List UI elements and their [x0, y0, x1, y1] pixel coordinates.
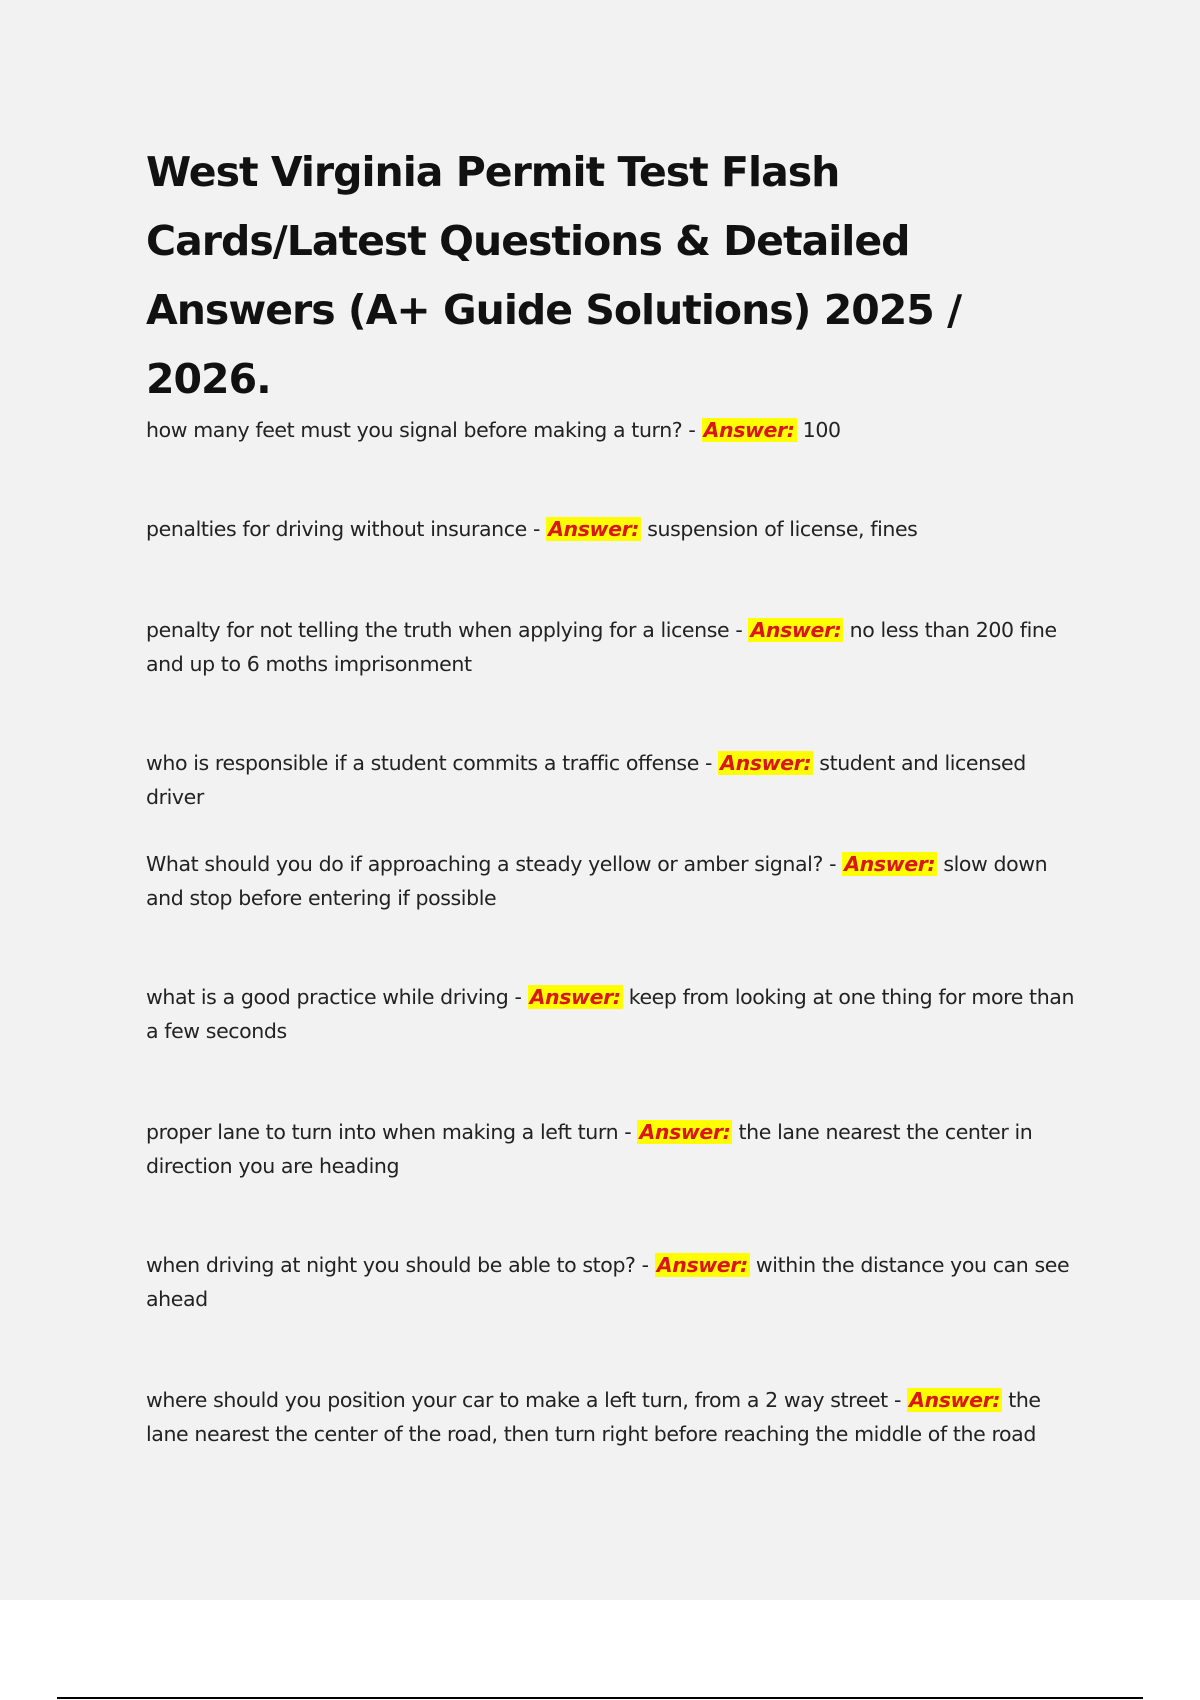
page-footer-area	[0, 1600, 1200, 1700]
answer-label: Answer:	[529, 985, 621, 1009]
answer-label: Answer:	[844, 852, 936, 876]
qa-item	[146, 746, 1086, 814]
answer-label: Answer:	[720, 751, 812, 775]
question-text: when driving at night you should be able to stop?	[146, 1253, 636, 1277]
answer-text: no less than 200 fine and up to 6 moths imprisonment	[146, 618, 1057, 676]
footer-divider	[57, 1697, 1143, 1699]
separator: -	[822, 852, 843, 876]
separator: -	[635, 1253, 655, 1277]
question-text: how many feet must you signal before making a turn?	[146, 418, 683, 442]
question-text: penalties for driving without insurance	[146, 517, 527, 541]
answer-text: suspension of license, fines	[647, 517, 918, 541]
question-text: what is a good practice while driving	[146, 985, 509, 1009]
answer-text: slow down and stop before entering if possible	[146, 852, 1048, 910]
answer-label: Answer:	[703, 418, 795, 442]
answer-text: within the distance you can see ahead	[146, 1253, 1070, 1311]
qa-item	[146, 613, 1086, 681]
qa-item	[146, 1115, 1086, 1183]
answer-text: 100	[802, 418, 841, 442]
answer-label: Answer:	[639, 1120, 731, 1144]
answer-text: student and licensed driver	[146, 751, 1026, 809]
answer-text: keep from looking at one thing for more than a few seconds	[146, 985, 1075, 1043]
answer-text: the lane nearest the center of the road, then turn right before reaching the middle of the road	[146, 1388, 1041, 1446]
qa-item	[146, 1248, 1086, 1316]
qa-item	[146, 512, 1086, 546]
answer-label: Answer:	[750, 618, 842, 642]
separator: -	[887, 1388, 908, 1412]
question-text: where should you position your car to make a left turn, from a 2 way street	[146, 1388, 888, 1412]
question-text: proper lane to turn into when making a left turn	[146, 1120, 619, 1144]
answer-label: Answer:	[548, 517, 640, 541]
qa-item	[146, 980, 1086, 1048]
separator: -	[508, 985, 528, 1009]
answer-label: Answer:	[656, 1253, 748, 1277]
question-text: who is responsible if a student commits a traffic offense	[146, 751, 699, 775]
question-text: What should you do if approaching a steady yellow or amber signal?	[146, 852, 823, 876]
separator: -	[698, 751, 719, 775]
separator: -	[526, 517, 547, 541]
answer-label: Answer:	[909, 1388, 1001, 1412]
separator: -	[682, 418, 702, 442]
question-text: penalty for not telling the truth when applying for a license	[146, 618, 730, 642]
separator: -	[729, 618, 749, 642]
document-title: West Virginia Permit Test Flash Cards/Latest Questions & Detailed Answers (A+ Guide Solutions) 2025 / 2026.	[146, 148, 962, 403]
separator: -	[618, 1120, 638, 1144]
answer-text: the lane nearest the center in direction you are heading	[146, 1120, 1033, 1178]
qa-item	[146, 1383, 1086, 1451]
qa-item	[146, 413, 1086, 447]
qa-item	[146, 847, 1086, 915]
